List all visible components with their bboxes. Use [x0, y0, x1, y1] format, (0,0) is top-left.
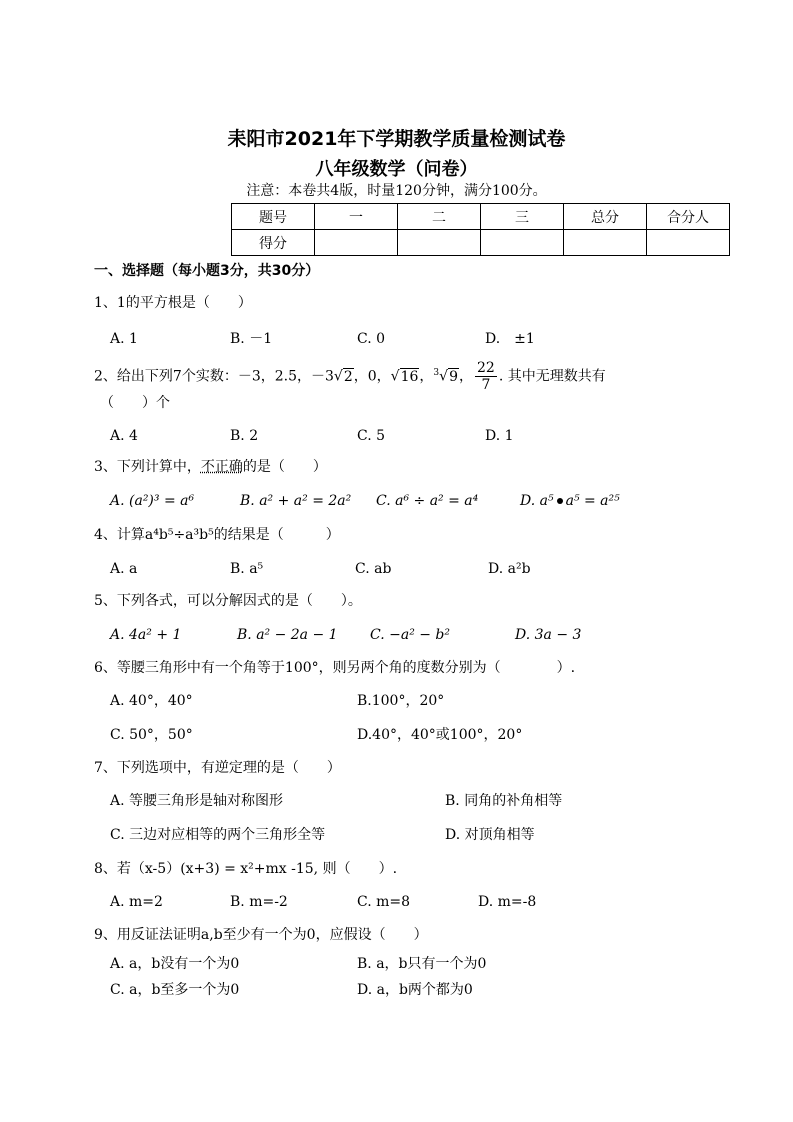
q3-option-c: C. a⁶ ÷ a² = a⁴ — [376, 493, 479, 509]
q4-option-b: B. a⁵ — [230, 561, 264, 577]
q2-mid3: ， — [459, 368, 473, 385]
q2-frac-num: 22 — [477, 360, 495, 376]
q2-option-b: B. 2 — [230, 428, 259, 444]
question-7-stem: 7、下列选项中，有逆定理的是（ ） — [94, 760, 341, 776]
exam-title: 耒阳市2021年下学期教学质量检测试卷 — [227, 128, 566, 150]
score-header-cell: 三 — [481, 204, 564, 230]
q4-option-d: D. a²b — [488, 561, 531, 577]
q9-option-a: A. a，b没有一个为0 — [110, 956, 240, 972]
score-table — [231, 203, 730, 256]
q6-option-d: D.40°，40°或100°，20° — [357, 727, 523, 743]
score-header-cell: 二 — [398, 204, 481, 230]
q2-sqrt16: 16 — [400, 368, 419, 385]
q5-option-b: B. a² − 2a − 1 — [237, 627, 338, 643]
score-header-cell: 合分人 — [647, 204, 730, 230]
q8-option-c: C. m=8 — [357, 894, 411, 910]
score-cell[interactable] — [481, 230, 564, 256]
q5-option-c: C. −a² − b² — [370, 627, 451, 643]
q2-option-a: A. 4 — [110, 428, 138, 444]
q3-stem-prefix: 3、下列计算中， — [94, 459, 201, 475]
q8-option-a: A. m=2 — [110, 894, 163, 910]
q7-option-a: A. 等腰三角形是轴对称图形 — [110, 793, 284, 809]
q7-option-d: D. 对顶角相等 — [445, 827, 535, 843]
exam-subtitle: 八年级数学（问卷） — [315, 159, 478, 180]
score-header-cell: 总分 — [564, 204, 647, 230]
q9-option-d: D. a，b两个都为0 — [357, 982, 473, 998]
dot-operator-icon — [557, 498, 563, 504]
question-2-stem-line2: （ ）个 — [100, 395, 170, 411]
q3-stem-emph: 不正确 — [200, 459, 243, 475]
q1-option-a: A. 1 — [110, 331, 138, 347]
q7-option-b: B. 同角的补角相等 — [445, 793, 563, 809]
q5-option-a: A. 4a² + 1 — [110, 627, 182, 643]
q3-option-d-tail: a⁵ = a²⁵ — [565, 493, 620, 509]
q6-option-a: A. 40°，40° — [110, 693, 193, 709]
q7-option-c: C. 三边对应相等的两个三角形全等 — [110, 827, 326, 843]
score-header-cell: 一 — [315, 204, 398, 230]
q2-sqrt2: 2 — [343, 368, 353, 385]
q2-cbrt-index: 3 — [433, 367, 440, 378]
q4-option-c: C. ab — [355, 561, 392, 577]
q1-option-c: C. 0 — [357, 331, 386, 347]
question-9-stem: 9、用反证法证明a,b至少有一个为0，应假设（ ） — [94, 927, 428, 943]
q2-option-c: C. 5 — [357, 428, 386, 444]
q6-option-c: C. 50°，50° — [110, 727, 193, 743]
q1-option-d: D. ±1 — [485, 331, 535, 347]
q3-option-d-head: D. a⁵ — [520, 493, 554, 509]
q2-frac-den: 7 — [481, 377, 491, 393]
score-row-label: 得分 — [232, 230, 315, 256]
score-cell[interactable] — [398, 230, 481, 256]
question-2-stem: 2、给出下列7个实数：－3，2.5，－3√2，0，√16，$^3$√9， $\frac{22}{7}$ . 其中无理数共有 — [94, 360, 606, 393]
score-table-header-row — [232, 204, 730, 230]
q2-mid1: ，0， — [353, 368, 391, 385]
q8-option-d: D. m=-8 — [478, 894, 537, 910]
question-5-stem: 5、下列各式，可以分解因式的是（ ）。 — [94, 593, 362, 609]
q3-option-b: B. a² + a² = 2a² — [240, 493, 352, 509]
score-table-score-row — [232, 230, 730, 256]
question-8-stem: 8、若（x-5）(x+3) = x²+mx -15, 则（ ）. — [94, 861, 398, 877]
q4-option-a: A. a — [110, 561, 138, 577]
exam-notice: 注意：本卷共4版，时量120分钟，满分100分。 — [246, 183, 547, 199]
q6-option-b: B.100°，20° — [357, 693, 445, 709]
q2-option-d: D. 1 — [485, 428, 514, 444]
q9-option-c: C. a，b至多一个为0 — [110, 982, 240, 998]
q2-mid2: ， — [419, 368, 434, 385]
q2-stem-suffix: . 其中无理数共有 — [498, 368, 606, 385]
question-1-stem: 1、1的平方根是（ ） — [94, 295, 252, 311]
question-3-stem — [94, 458, 327, 476]
q3-stem-suffix: 的是（ ） — [242, 459, 327, 475]
section-title: 一、选择题（每小题3分，共30分） — [94, 263, 320, 279]
score-cell[interactable] — [564, 230, 647, 256]
q1-option-b: B. －1 — [230, 331, 273, 347]
q9-option-b: B. a，b只有一个为0 — [357, 956, 487, 972]
q2-stem-prefix: 2、给出下列7个实数：－3，2.5，－3 — [94, 368, 334, 385]
score-cell[interactable] — [647, 230, 730, 256]
q2-cbrt9: 9 — [449, 368, 458, 385]
question-6-stem: 6、等腰三角形中有一个角等于100°，则另两个角的度数分别为（ ）. — [94, 660, 576, 676]
q2-fraction — [475, 360, 497, 393]
score-header-cell: 题号 — [232, 204, 315, 230]
q3-option-a: A. (a²)³ = a⁶ — [110, 493, 195, 509]
q5-option-d: D. 3a − 3 — [515, 627, 582, 643]
question-4-stem: 4、计算a⁴b⁵÷a³b⁵的结果是（ ） — [94, 527, 340, 543]
q3-option-d — [520, 492, 620, 510]
q8-option-b: B. m=-2 — [230, 894, 288, 910]
score-cell[interactable] — [315, 230, 398, 256]
